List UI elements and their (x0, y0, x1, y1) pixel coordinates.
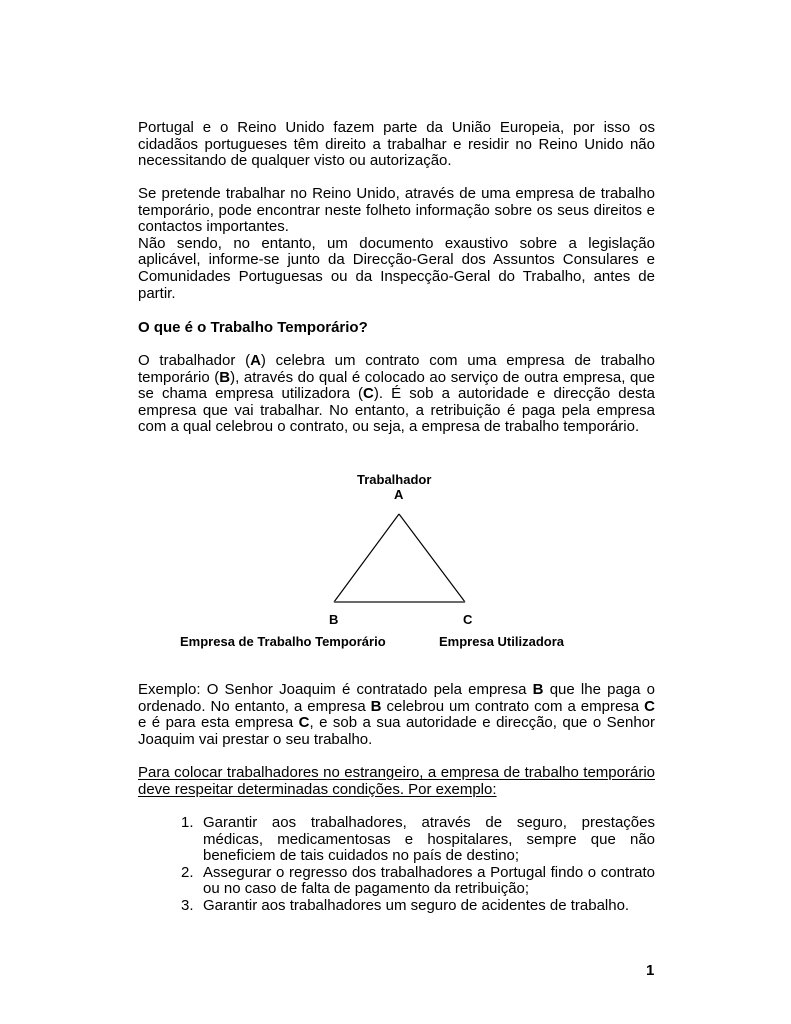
diagram-right-label: Empresa Utilizadora (439, 634, 564, 649)
bold-letter-a: A (250, 352, 261, 369)
conditions-intro-text: Para colocar trabalhadores no estrangeiro, a empresa de trabalho temporário deve respeitar determinadas condições. Por exemplo: (138, 764, 655, 798)
bold-letter-b: B (532, 681, 544, 698)
section-paragraph (138, 353, 655, 436)
text-run: e é para esta empresa (138, 714, 299, 732)
text-run: ). É sob a autoridade e direcção desta empresa que vai trabalhar. No entanto, a retribuição é paga pela empresa com a qual celebrou o contrato, ou seja, a empresa de trabalho temporário. (138, 385, 655, 436)
text-run: O trabalhador ( (138, 352, 251, 369)
section-heading (138, 320, 655, 337)
intro-text-2: Se pretende trabalhar no Reino Unido, através de uma empresa de trabalho temporário, pode encontrar neste folheto informação sobre os seus direitos e contactos importantes. (138, 185, 655, 236)
list-number: 3. (181, 896, 194, 914)
example-paragraph (138, 682, 655, 748)
conditions-intro (138, 765, 655, 798)
list-item (181, 815, 655, 865)
text-run: Exemplo: O Senhor Joaquim é contratado pela empresa (138, 681, 533, 698)
intro-paragraph-2 (138, 186, 655, 302)
bold-letter-b: B (370, 697, 382, 715)
diagram-left-label: Empresa de Trabalho Temporário (180, 634, 386, 649)
list-number: 1. (181, 814, 194, 831)
diagram-right-letter: C (463, 612, 473, 627)
list-number: 2. (181, 863, 194, 881)
diagram-top-title: Trabalhador (357, 472, 432, 487)
section-heading-text: O que é o Trabalho Temporário? (138, 319, 368, 336)
list-item-text: Garantir aos trabalhadores um seguro de acidentes de trabalho. (203, 896, 630, 914)
example-text (138, 682, 655, 748)
intro-text-1: Portugal e o Reino Unido fazem parte da União Europeia, por isso os cidadãos portugueses têm direito a trabalhar e residir no Reino Unido não necessitando de qualquer visto ou autorização. (138, 119, 655, 170)
bold-letter-c: C (298, 714, 310, 732)
text-run: que lhe paga o ordenado. No entanto, a empresa (138, 681, 655, 715)
diagram-left-letter: B (329, 612, 339, 627)
list-item-text: Garantir aos trabalhadores, através de seguro, prestações médicas, medicamentosas e hospitalares, sempre que não beneficiem de tais cuidados no país de destino; (203, 814, 655, 865)
page-number: 1 (646, 962, 655, 979)
list-item-text: Assegurar o regresso dos trabalhadores a Portugal findo o contrato ou no caso de falta de pagamento da retribuição; (203, 863, 655, 898)
bold-letter-c: C (644, 697, 655, 715)
diagram-top-letter: A (394, 487, 404, 502)
bold-letter-b: B (219, 368, 231, 386)
text-run: ), através do qual é colocado ao serviço de outra empresa, que se chama empresa utilizadora ( (138, 368, 656, 403)
conditions-list (181, 815, 655, 915)
list-item (181, 898, 655, 915)
intro-paragraph-1 (138, 120, 655, 170)
text-run: , e sob a sua autoridade e direcção, que o Senhor Joaquim vai prestar o seu trabalho. (138, 714, 656, 748)
intro-text-3: Não sendo, no entanto, um documento exaustivo sobre a legislação aplicável, informe-se junto da Direcção-Geral dos Assuntos Consulares e Comunidades Portuguesas ou da Inspecção-Geral do Trabalho, antes de partir. (138, 234, 655, 302)
list-item (181, 865, 655, 898)
text-run: celebrou um contrato com a empresa (381, 697, 645, 715)
text-run: ) celebra um contrato com uma empresa de trabalho temporário ( (138, 352, 655, 386)
section-paragraph-text (138, 353, 655, 436)
bold-letter-c: C (363, 385, 374, 403)
